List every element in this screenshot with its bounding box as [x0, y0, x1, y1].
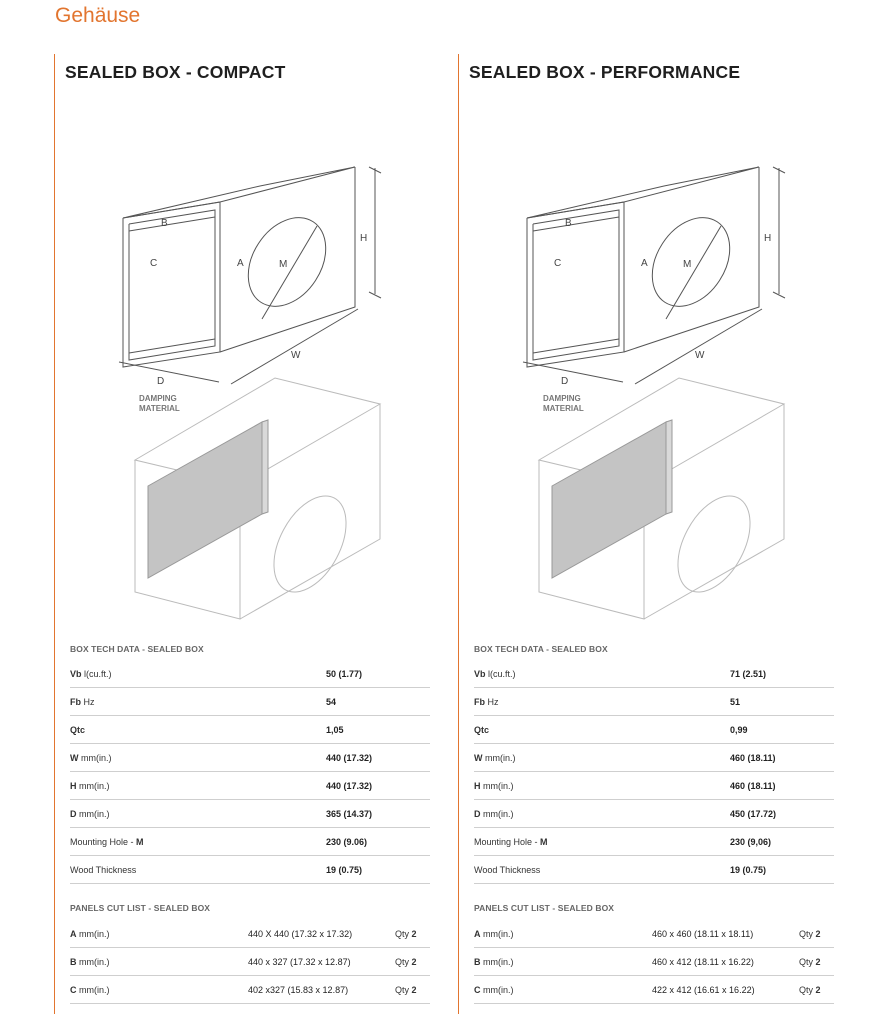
diagram-label-c: C: [554, 258, 562, 269]
diagram-label-b: B: [565, 218, 572, 229]
table-row: Fb Hz 51: [474, 688, 834, 716]
box-dimension-diagram: [55, 94, 445, 387]
damping-panel: [148, 420, 268, 578]
column-compact: [54, 54, 445, 1014]
diagram-label-b: B: [161, 218, 168, 229]
column-title: SEALED BOX - COMPACT: [65, 62, 286, 82]
cut-list-title: PANELS CUT LIST - SEALED BOX: [474, 903, 615, 913]
damping-label-line2: MATERIAL: [543, 404, 584, 413]
table-row: Qtc 0,99: [474, 716, 834, 744]
diagram-label-c: C: [150, 258, 158, 269]
damping-material-diagram: [459, 374, 849, 634]
damping-label-line1: DAMPING: [139, 394, 177, 403]
damping-label-line2: MATERIAL: [139, 404, 180, 413]
table-row: D mm(in.) 450 (17.72): [474, 800, 834, 828]
diagram-label-w: W: [291, 350, 301, 361]
table-row: A mm(in.) 460 x 460 (18.11 x 18.11) Qty 2: [474, 920, 834, 948]
damping-material-diagram: [55, 374, 445, 634]
diagram-label-m: M: [683, 259, 692, 270]
table-row: C mm(in.) 402 x327 (15.83 x 12.87) Qty 2: [70, 976, 430, 1004]
diagram-label-d: D: [157, 376, 165, 387]
page-heading: Gehäuse: [55, 4, 141, 27]
table-row: Mounting Hole - M 230 (9.06): [70, 828, 430, 856]
table-row: Vb l(cu.ft.) 71 (2.51): [474, 660, 834, 688]
diagram-label-h: H: [764, 233, 772, 244]
table-row: Qtc 1,05: [70, 716, 430, 744]
table-row: Fb Hz 54: [70, 688, 430, 716]
diagram-label-m: M: [279, 259, 288, 270]
table-row: Wood Thickness 19 (0.75): [70, 856, 430, 884]
damping-panel: [552, 420, 672, 578]
tech-data-title: BOX TECH DATA - SEALED BOX: [70, 644, 204, 654]
table-row: B mm(in.) 440 x 327 (17.32 x 12.87) Qty 2: [70, 948, 430, 976]
table-row: W mm(in.) 440 (17.32): [70, 744, 430, 772]
column-title: SEALED BOX - PERFORMANCE: [469, 62, 741, 82]
cut-list-table: [474, 920, 834, 1004]
diagram-label-d: D: [561, 376, 569, 387]
table-row: H mm(in.) 460 (18.11): [474, 772, 834, 800]
cut-list-title: PANELS CUT LIST - SEALED BOX: [70, 903, 211, 913]
diagram-label-w: W: [695, 350, 705, 361]
column-performance: [458, 54, 849, 1014]
tech-data-table: [474, 660, 834, 884]
table-row: Wood Thickness 19 (0.75): [474, 856, 834, 884]
damping-label-line1: DAMPING: [543, 394, 581, 403]
tech-data-title: BOX TECH DATA - SEALED BOX: [474, 644, 608, 654]
box-dimension-diagram: [459, 94, 849, 387]
table-row: W mm(in.) 460 (18.11): [474, 744, 834, 772]
cut-list-table: [70, 920, 430, 1004]
diagram-label-a: A: [237, 258, 244, 269]
table-row: Mounting Hole - M 230 (9,06): [474, 828, 834, 856]
table-row: Vb l(cu.ft.) 50 (1.77): [70, 660, 430, 688]
diagram-label-h: H: [360, 233, 368, 244]
table-row: H mm(in.) 440 (17.32): [70, 772, 430, 800]
diagram-label-a: A: [641, 258, 648, 269]
tech-data-table: [70, 660, 430, 884]
table-row: D mm(in.) 365 (14.37): [70, 800, 430, 828]
table-row: B mm(in.) 460 x 412 (18.11 x 16.22) Qty 2: [474, 948, 834, 976]
table-row: C mm(in.) 422 x 412 (16.61 x 16.22) Qty 2: [474, 976, 834, 1004]
table-row: A mm(in.) 440 X 440 (17.32 x 17.32) Qty 2: [70, 920, 430, 948]
